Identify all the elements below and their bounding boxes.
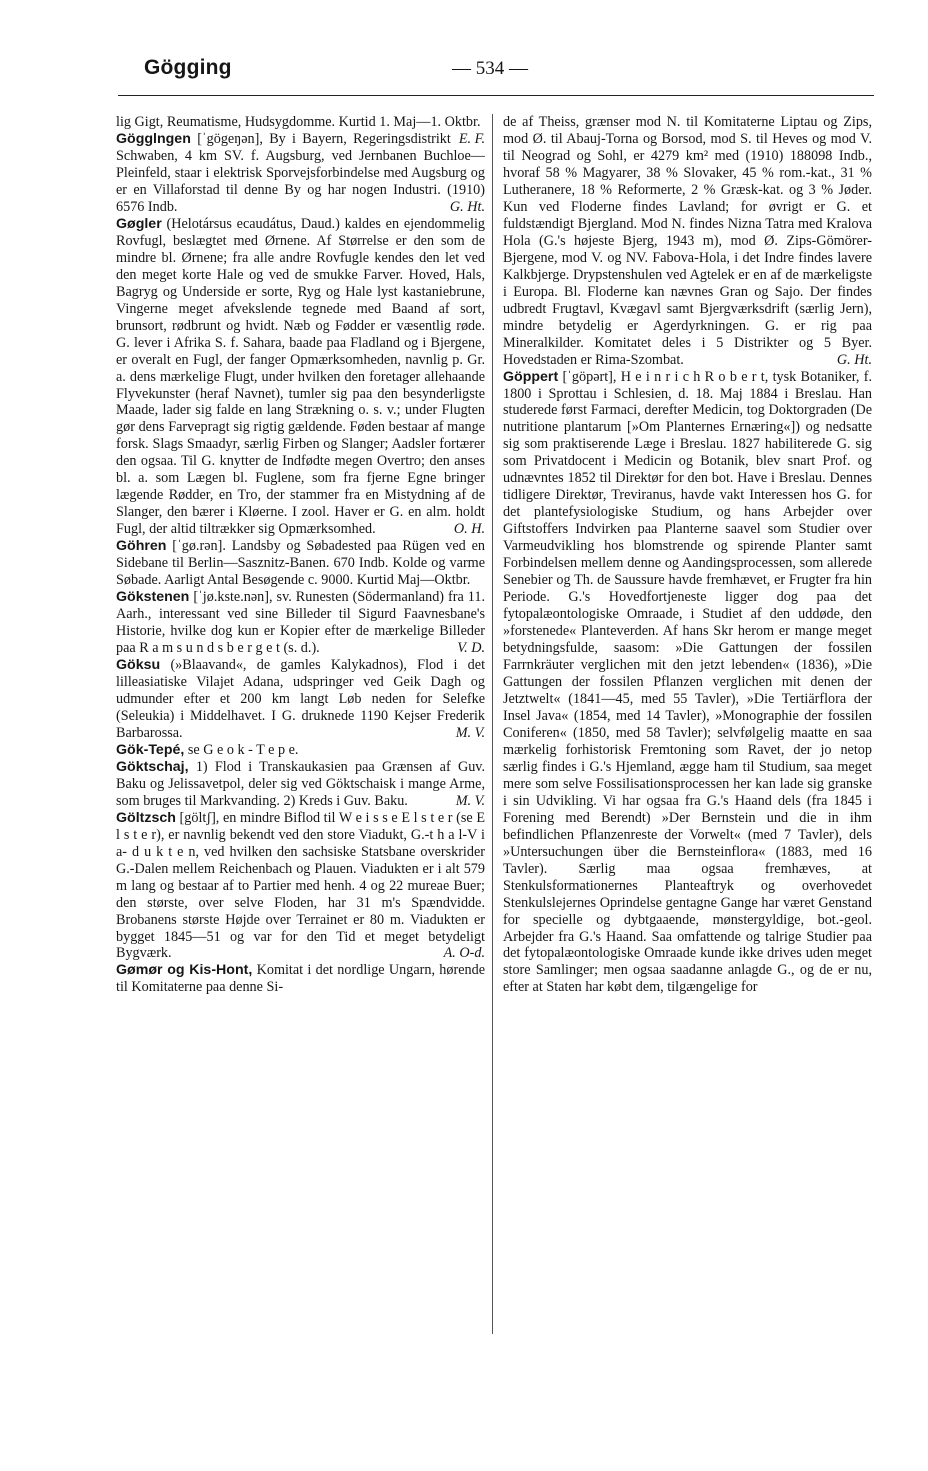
entry-text: (Helotársus ecaudátus, Daud.) kaldes en ejendommelig Rovfugl, beslægtet med Ørnene. Af Størrelse er den som de mindre bl. Ørnene; fra alle andre Rovfugle kendes den let ved den meget korte Hale og ved de smukke Farver. Hoved, Hals, Bagryg og Underside er sorte, Ryg og Hale lyst kastaniebrune, Vingerne meget afvekslende tegnede med Baand af sort, brunsort, rødbrunt og hvidt. Næb og Fødder er væsentlig røde. G. lever i Afrika S. f. Sahara, baade paa Fladland og i Bjergene, er overalt en Fugl, der fanger Opmærksomheden, navnlig p. Gr. a. dens mærkelige Flugt, under hvilken den foretager allehaande Flyvekunster (heraf Navnet), tumler sig paa den besynderligste Maade, lader sig falde en lang Strækning o. s. v.; under Flugten gør dens Farvepragt sig rigtig gældende. Føden bestaar af mange forsk. Slags Smaadyr, særlig Firben og Slanger; Aadsler fortærer den ogsaa. Til G. knytter de Indfødte megen Overtro; den anses bl. a. som Lægen bl. Fuglene, som fra fjerne Egne bringer lægende Rødder, en Tro, der stammer fra en Mistydning af de Slanger, den bærer i Kløerne. I zool. Haver er G. en alm. holdt Fugl, der altid tiltrækker sig Opmærksomhed. [116, 215, 485, 538]
entry-text: Komitat i det nordlige Ungarn, hørende til Komitaterne paa denne Si- [116, 962, 485, 996]
entry-headword: Gøgler [116, 215, 162, 232]
entry-goppert [503, 369, 872, 997]
entry-signature: G. Ht. [449, 198, 485, 215]
entry-text: lig Gigt, Reumatisme, Hudsygdomme. Kurtid 1. Maj—1. Oktbr. [116, 114, 481, 130]
entry-text: [ˈgø.rən]. Landsby og Søbadested paa Rügen ved en Sidebane til Berlin—Sasznitz-Banen. 670 Indb. Kolde og varme Søbade. Aarligt Antal Besøgende c. 9000. Kurtid Maj—Oktbr. [116, 538, 485, 589]
entry-goksu [116, 657, 485, 742]
entry-text: se G e o k - T e p e. [187, 741, 299, 758]
entry-goltzsch [116, 810, 485, 963]
entry-text: [ˈgöpərt], H e i n r i c h R o b e r t, tysk Botaniker, f. 1800 i Sprottau i Schlesien, d. 18. Maj 1884 i Breslau. Han studerede først Farmaci, derefter Medicin, tog Doktorgraden (De nutritione plantarum [»Om Planternes Ernæring«]) og nedsatte sig som praktiserende Læge i Breslau. 1827 habiliterede G. sig som Privatdocent i Medicin og Botanik, blev snart Prof. og udnævntes 1852 til Direktør for den bot. Have i Breslau. Dennes tidligere Direktør, Treviranus, havde vakt Interessen hos G. for det plantefysiologiske Studium, og hans Arbejder over Giftstoffers Indvirken paa Planterne saavel som Studier over Varmeudvikling hos blomstrende og spirende Planter samt Forbindelsen mellem denne og Aandingsprocessen, som allerede Senebier og Th. de Saussure havde fremhævet, er Frugter fra hin Periode. G.'s Hovedfortjeneste ligger dog paa det fytopalæontologiske Omraade, i Studiet af den uddøde, den »forstenede« Planteverden. Af hans Skr herom er mange meget betydningsfulde, saasom: »Die Gattungen der fossilen Farrnkräuter verglichen mit den jetzt lebenden« (1836), »Die Gattungen der fossilen Pflanzen verglichen mit denen der Jetztwelt« (1841—45, med 55 Tavler), »Die Tertiärflora der Insel Java« (1854, med 14 Tavler), »Monographie der fossilen Coniferen« (1850, med 58 Tavler); selvfølgelig maatte en saa mærkelig forhistorisk Fremtoning som Ravet, der jo netop særlig findes i G.'s Hjemland, ægge ham til Studium, saa meget mere som selve Fossilisationsprocessen her kan lade sig granske i sin Udvikling. Vi har ogsaa fra G.'s Haand dels (fra 1845 i Forening med Berendt) »Der Bernstein und die in ihm befindlichen Pflanzenreste der Vorwelt« (med 7 Tavler), dels »Untersuchungen über die Bernsteinflora« (1883, med 16 Tavler). Særlig maa ogsaa fremhæves, at Stenkulsformationernes Planteaftryk og overhovedet Stenkulslejernes Oprindelse gentagne Gange har været Genstand for specielle og dybtgaaende, mønstergyldige, bot.-geol. Arbejder fra G.'s Haand. Saa omfattende og talrige Studier paa det fytopalæontologiske Omraade kunde ikke drives uden meget store Samlinger; men ogsaa saadanne anlagde G., og de er nu, efter at Staten har købt dem, tilgængelige for [503, 368, 872, 996]
entry-text: de af Theiss, grænser mod N. til Komitaterne Liptau og Zips, mod Ø. til Abauj-Torna og Borsod, mod S. til Heves og mod V. til Neograd og Sohl, er 4279 km² med (1910) 188098 Indb., hvoraf 58 % Magyarer, 38 % Slovaker, 45 % rom.-kat., 31 % Lutheranere, 18 % Reformerte, 2 % Græsk-kat. og 3 % Jøder. Kun ved Floderne findes Lavland; for øvrigt er G. et fuldstændigt Bjergland. Mod N. findes Nizna Tatra med Kralova Hola (G.'s højeste Bjerg, 1943 m), mod Ø. Zips-Gömörer-Bjergene, mod V. og NV. Fabova-Hola, i det Indre findes lavere Kalkbjerge. Drypstenshulen ved Agtelek er en af de mærkeligste i Europa. Bl. Floderne kan nævnes Gran og Sajo. Der findes udbredt Frugtavl, Kvægavl samt Bjergværksdrift (særlig Jern), mindre betydelig er Agerdyrkningen. G. er rig paa Mineralkilder. Komitatet deles i 5 Distrikter og 5 Byer. Hovedstaden er Rima-Szombat. [503, 114, 872, 368]
entry-signature: E. F. [458, 130, 485, 147]
left-column [116, 114, 485, 1340]
entry-gohren [116, 538, 485, 589]
entry-text: [göltʃ], en mindre Biflod til W e i s s e E l s t e r (se E l s t e r), er navnlig bekendt ved den store Viadukt, G.-t h a l-V i a- d u k t e n, ved hvilken den sachsiske Statsbane overskrider G.-Dalen mellem Reichenbach og Plauen. Viadukten er i alt 579 m lang og bestaar af to Partier med henh. 4 og 22 mureae Buer; den største, over selve Floden, har 31 m's Spændvidde. Brobanens største Højde over Terrainet er 80 m. Viadukten er bygget 1845—51 og var for den Tid et meget betydeligt Bygværk. [116, 809, 485, 962]
entry-headword: Gökstenen [116, 589, 190, 606]
entry-goggingen [116, 131, 485, 216]
entry-headword: Gögglngen [116, 130, 191, 147]
running-header [0, 52, 928, 92]
right-column [503, 114, 872, 1340]
entry-text: (»Blaavand«, de gamles Kalykadnos), Flod i det lilleasiatiske Vilajet Adana, udspringer ved Geik Dagh og udmunder efter et 200 km langt Løb neden for Selefke (Seleukia) i Middelhavet. I G. druknede 1190 Kejser Frederik Barbarossa. [116, 657, 485, 741]
entry-gokstenen [116, 589, 485, 657]
entry-text: 1) Flod i Transkaukasien paa Grænsen af Guv. Baku og Jelissavetpol, deler sig ved Göktschaisk i mange Arme, som bruges til Markvanding. 2) Kreds i Guv. Baku. [116, 758, 485, 809]
header-rule [118, 95, 874, 96]
entry-headword: Göltzsch [116, 809, 176, 826]
entry-signature: G. Ht. [836, 351, 872, 368]
entry-headword: Göksu [116, 657, 161, 673]
column-divider [492, 114, 493, 1334]
entry-headword: Göktschaj, [116, 758, 189, 775]
header-headword: Gögging [144, 56, 232, 79]
entry-signature: A. O-d. [443, 945, 485, 962]
entry-gomor [116, 962, 485, 996]
entry-headword: Göhren [116, 538, 167, 555]
entry-signature: M. V. [455, 792, 485, 809]
entry-signature: O. H. [453, 521, 485, 538]
entry-signature: V. D. [457, 640, 485, 657]
entry-headword: Gök-Tepé, [116, 741, 185, 758]
entry-signature: M. V. [455, 724, 485, 741]
entry-gok-tepe [116, 742, 485, 759]
entry-headword: Göppert [503, 368, 559, 385]
entry-gogler [116, 216, 485, 538]
entry-headword: Gømør og Kis-Hont, [116, 962, 253, 979]
entry-gomor-continuation [503, 114, 872, 369]
entry-text: [ˈjø.kste.nən], sv. Runesten (Södermanland) fra 11. Aarh., interessant ved sine Billeder til Sigurd Faavnesbane's Historie, hvilke dog kun er Kopier efter de mærkelige Billeder paa R a m s u n d s b e r g e t (s. d.). [116, 589, 485, 657]
entry-goktschaj [116, 759, 485, 810]
entry-text: [ˈgögeŋən], By i Bayern, Regeringsdistrikt Schwaben, 4 km SV. f. Augsburg, ved Jernbanen Buchloe—Pleinfeld, staar i elektrisk Sporvejsforbindelse med Augsburg og er en Villaforstad til denne By og har nogen Industri. (1910) 6576 Indb. [116, 130, 485, 215]
page-number: — 534 — [452, 58, 528, 79]
